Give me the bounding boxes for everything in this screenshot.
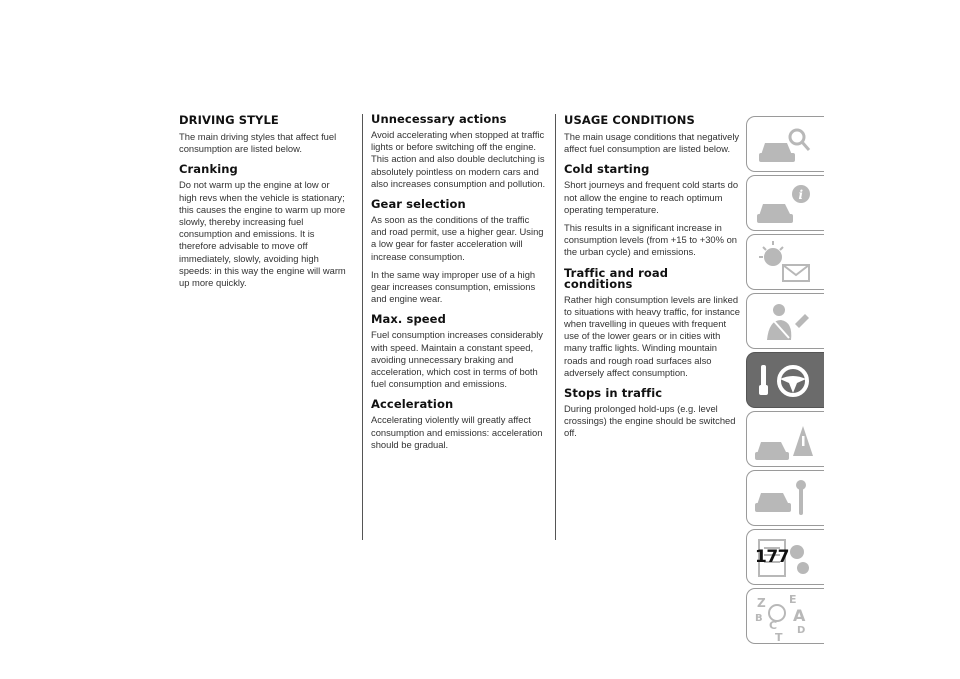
index-letter: D [797,625,806,636]
paragraph-driving-style: The main driving styles that affect fuel consumption are listed below. [179,131,337,155]
alphabet-index-icon [747,589,825,645]
heading-driving-style: DRIVING STYLE [179,113,279,127]
heading-max-speed: Max. speed [371,312,446,327]
warning-light-mail-icon [747,235,825,291]
column-usage-conditions [564,114,740,446]
index-letter: E [789,593,797,606]
heading-cold-starting: Cold starting [564,162,650,177]
sidebar-tab-safety[interactable] [746,293,824,349]
car-breakdown-icon [747,412,825,468]
index-letter: C [769,619,778,632]
sidebar-tab-warning-lights[interactable] [746,234,824,290]
page-number: 177 [755,547,789,567]
paragraph-usage-conditions: The main usage conditions that negatively affect fuel consumption are listed below. [564,131,740,155]
heading-stops-in-traffic: Stops in traffic [564,386,663,401]
sidebar-tab-starting-driving[interactable] [746,352,824,408]
heading-unnecessary-actions: Unnecessary actions [371,112,507,126]
paragraph-cranking: Do not warm up the engine at low or high revs when the vehicle is stationary; this causes the engine to warm up more slowly, thereby increasing fuel consumption and emissions. It is therefore advisable to move off immediately, slowly, avoiding high speeds: in this way the engine will warm up more quickly. [179,179,346,289]
car-tools-icon [747,471,825,527]
sidebar-tab-index[interactable] [746,588,824,644]
heading-traffic-road-conditions: Traffic and road conditions [564,265,669,291]
column-driving-style [179,114,349,295]
paragraph-max-speed: Fuel consumption increases considerably with speed. Maintain a constant speed, avoiding unnecessary braking and acceleration, which cost in terms of both fuel consumption and emissions. [371,329,543,390]
index-letter: A [793,606,806,625]
seatbelt-person-icon [747,294,825,350]
car-info-icon [747,176,825,232]
paragraph-gear-selection-2: In the same way improper use of a high gear increases consumption, emissions and engine wear. [371,268,536,305]
index-letter: Z [757,596,766,610]
chapter-sidebar [746,116,826,647]
sidebar-tab-knowing-car[interactable] [746,116,824,172]
heading-acceleration: Acceleration [371,397,454,412]
paragraph-stops-in-traffic: During prolonged hold-ups (e.g. level crossings) the engine should be switched off. [564,403,736,439]
sidebar-tab-dashboard[interactable] [746,175,824,231]
paragraph-cold-starting-1: Short journeys and frequent cold starts do not allow the engine to reach optimum operating temperature. [564,179,739,215]
index-letter: T [775,631,783,644]
paragraph-acceleration: Accelerating violently will greatly affect consumption and emissions: acceleration should be gradual. [371,414,543,450]
paragraph-traffic-road-conditions: Rather high consumption levels are linked to situations with heavy traffic, for instance when travelling in queues with frequent use of the lower gears or in cities with many traffic lights. Winding mountain roads and rough road surfaces also adversely affect consumption. [564,293,740,378]
car-search-icon [747,117,825,173]
sidebar-tab-maintenance[interactable] [746,470,824,526]
paragraph-gear-selection-1: As soon as the conditions of the traffic and road permit, use a higher gear. Using a low gear for faster acceleration will increase consumption. [371,214,544,262]
paragraph-unnecessary-actions: Avoid accelerating when stopped at traffic lights or before switching off the engine. This action and also double declutching is absolutely pointless on modern cars and also increases consumption and pollution. [371,129,546,189]
column-actions [371,114,547,457]
sidebar-tab-emergency[interactable] [746,411,824,467]
paragraph-cold-starting-2: This results in a significant increase in consumption levels (from +15 to +30% on the urban cycle) and emissions. [564,222,738,258]
key-steering-wheel-icon [747,353,825,409]
index-letter: B [755,613,763,624]
heading-usage-conditions: USAGE CONDITIONS [564,113,695,127]
heading-cranking: Cranking [179,162,238,177]
svg-text:i: i [798,188,804,202]
heading-gear-selection: Gear selection [371,197,466,212]
column-divider [362,114,363,540]
column-divider [555,114,556,540]
